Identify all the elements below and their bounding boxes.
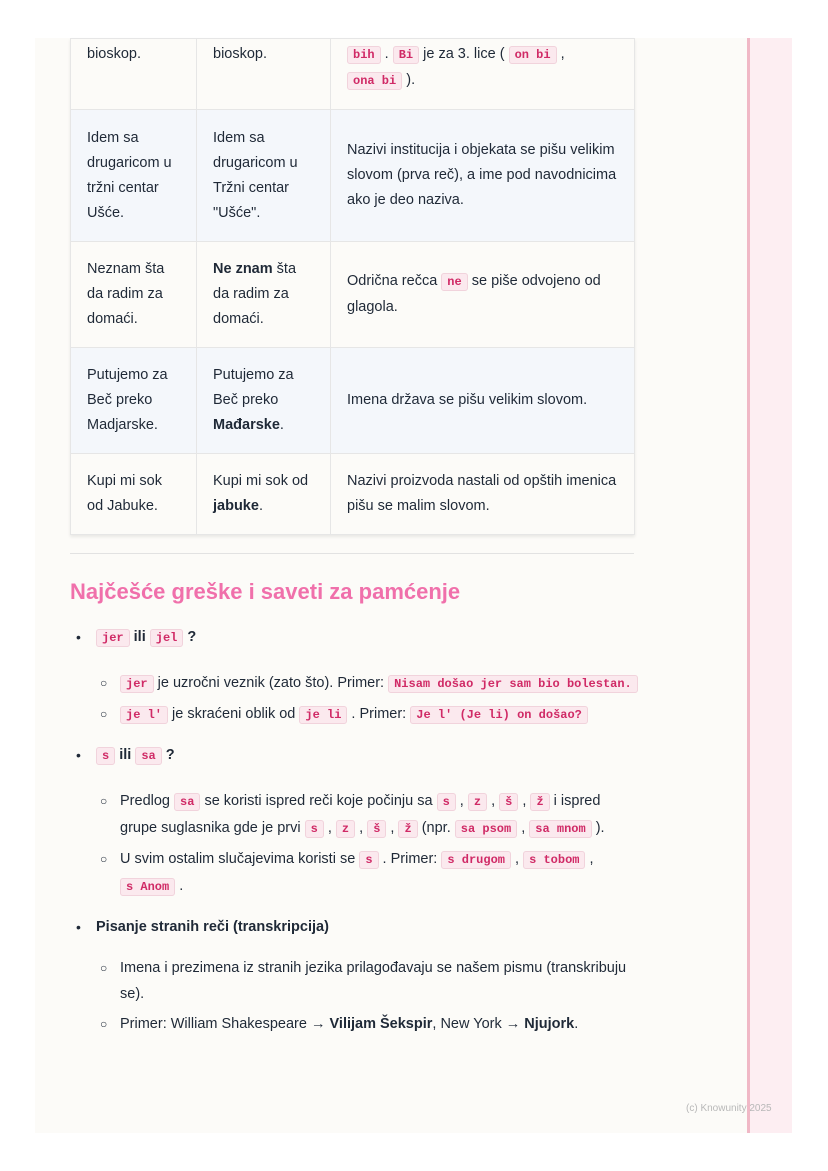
code-snippet: z (468, 793, 487, 811)
code-snippet: ne (441, 273, 467, 291)
bullet-icon: • (76, 629, 81, 645)
cell-line: Putujemo za (87, 367, 168, 383)
code-snippet: s (359, 851, 378, 869)
text-segment: , (585, 851, 594, 867)
text-segment: Imena i prezimena iz stranih jezika prilagođavaju se našem pismu (transkribuju se). (120, 960, 627, 1002)
text-segment: se piše odvojeno od glagola. (347, 273, 601, 315)
text-segment: . (175, 878, 184, 894)
circle-bullet-icon: ○ (100, 794, 108, 808)
wrong-cell (71, 348, 197, 454)
correct-cell (197, 39, 331, 110)
text-segment: ili (129, 629, 150, 645)
code-snippet: sa psom (455, 820, 517, 838)
code-snippet: s drugom (441, 851, 511, 869)
text-segment: ili (115, 747, 136, 763)
text-segment: ? (161, 747, 175, 763)
code-snippet: ona bi (347, 72, 402, 90)
correct-cell (197, 348, 331, 454)
text-segment: ). (591, 820, 605, 836)
circle-bullet-icon: ○ (100, 961, 108, 975)
explanation-cell (331, 348, 635, 454)
section-divider (70, 553, 634, 554)
text-segment: Predlog (120, 793, 175, 809)
cell-line: Beč preko (87, 392, 153, 408)
text-segment: U svim ostalim slučajevima koristi se (120, 851, 360, 867)
bold-text: Njujork (524, 1016, 575, 1032)
bullet-icon: • (76, 919, 81, 935)
code-snippet: ž (398, 820, 417, 838)
explanation-cell (331, 110, 635, 242)
list-item (70, 914, 640, 940)
correct-cell (197, 110, 331, 242)
cell-line: od Jabuke. (87, 498, 158, 514)
code-snippet: sa mnom (529, 820, 591, 838)
wrong-cell (71, 454, 197, 535)
text-segment: , (386, 820, 399, 836)
list-item-heading (96, 747, 175, 763)
text-segment: , (517, 820, 530, 836)
text-segment: , (455, 793, 468, 809)
text-segment: Kupi mi sok od (213, 473, 309, 489)
text-segment: se koristi ispred reči koje počinju sa (200, 793, 437, 809)
list-item (70, 624, 640, 651)
text-segment: , (487, 793, 500, 809)
cell-line: domaći. (87, 311, 138, 327)
code-snippet: Je l' (Je li) on došao? (410, 706, 588, 724)
cell-line: Idem sa (87, 129, 139, 146)
cell-line: da radim za (87, 286, 163, 302)
circle-bullet-icon: ○ (100, 676, 108, 690)
code-snippet: jel (150, 629, 184, 647)
text-segment: Pisanje stranih reči (transkripcija) (96, 919, 329, 935)
grammar-table (70, 38, 635, 535)
text-segment: . (258, 498, 263, 514)
text-segment: je skraćeni oblik od (168, 706, 300, 722)
list-item (70, 742, 640, 769)
table-row (71, 454, 635, 535)
cell-line: Neznam šta (87, 261, 165, 277)
table-row (71, 242, 635, 348)
code-snippet: jer (96, 629, 130, 647)
correct-cell (197, 242, 331, 348)
text-segment: ). (402, 72, 416, 88)
code-snippet: š (499, 793, 518, 811)
explanation-cell (331, 454, 635, 535)
code-snippet: jer (120, 675, 154, 693)
code-snippet: s (305, 820, 324, 838)
text-segment: Primer: William Shakespeare → (120, 1016, 330, 1032)
code-snippet: s tobom (523, 851, 585, 869)
code-snippet: s Anom (120, 878, 175, 896)
text-segment: ? (183, 629, 197, 645)
sub-list-item (70, 955, 640, 1007)
explanation-cell (331, 242, 635, 348)
text-segment: bioskop. (213, 46, 268, 62)
text-segment: Nazivi proizvoda nastali od opštih imenica pišu se malim slovom. (347, 473, 617, 514)
section-title: Najčešće greške i saveti za pamćenje (70, 579, 461, 604)
circle-bullet-icon: ○ (100, 852, 108, 866)
code-snippet: Bi (393, 46, 419, 64)
code-snippet: bih (347, 46, 381, 64)
code-snippet: š (367, 820, 386, 838)
text-segment: , (510, 851, 524, 867)
text-segment: Idem sa drugaricom u Tržni centar "Ušće". (213, 129, 298, 221)
list-item-heading (96, 919, 329, 935)
copyright-note: (c) Knowunity 2025 (686, 1103, 772, 1114)
wrong-cell (71, 110, 197, 242)
correct-cell (197, 454, 331, 535)
text-segment: . (574, 1016, 579, 1032)
table-row (71, 348, 635, 454)
table-row (71, 110, 635, 242)
code-snippet: on bi (509, 46, 557, 64)
text-segment: , (355, 820, 368, 836)
code-snippet: Nisam došao jer sam bio bolestan. (388, 675, 638, 693)
text-segment: , (323, 820, 336, 836)
code-snippet: ž (530, 793, 549, 811)
sub-list-item (70, 846, 640, 900)
wrong-cell (71, 242, 197, 348)
code-snippet: sa (135, 747, 161, 765)
text-segment: je za 3. lice ( (419, 46, 509, 62)
code-snippet: s (437, 793, 456, 811)
code-snippet: s (96, 747, 115, 765)
text-segment: i ispred grupe suglasnika gde je prvi (120, 793, 601, 836)
bold-text: Ne znam (213, 261, 273, 277)
text-segment: . (279, 417, 284, 433)
table-row (71, 39, 635, 110)
sub-list-item (70, 670, 640, 697)
circle-bullet-icon: ○ (100, 707, 108, 721)
code-snippet: z (336, 820, 355, 838)
cell-line: Ušće. (87, 204, 125, 221)
text-segment: . Primer: (378, 851, 442, 867)
text-segment: Nazivi institucija i objekata se pišu velikim slovom (prva reč), a ime pod navodnicima ako je deo naziva. (347, 142, 617, 208)
circle-bullet-icon: ○ (100, 1017, 108, 1031)
text-segment: je uzročni veznik (zato što). Primer: (153, 675, 389, 691)
bullet-icon: • (76, 747, 81, 763)
list-item-heading (96, 629, 196, 645)
sub-list-item (70, 1011, 640, 1037)
sub-list-item (70, 788, 640, 842)
cell-line: Kupi mi sok (87, 473, 162, 489)
sub-list-item (70, 701, 640, 728)
explanation-cell (331, 39, 635, 110)
bold-text: Mađarske (213, 417, 280, 433)
text-segment: . (380, 46, 393, 62)
bold-text: Vilijam Šekspir (329, 1016, 433, 1032)
text-segment: , (518, 793, 531, 809)
cell-line: bioskop. (87, 46, 142, 62)
bold-text: jabuke (213, 498, 259, 514)
text-segment: , New York → (432, 1016, 525, 1032)
cell-line: tržni centar (87, 179, 159, 196)
text-segment: šta da radim za domaći. (213, 261, 297, 327)
tips-list (70, 624, 640, 1037)
text-segment: Imena država se pišu velikim slovom. (347, 392, 588, 408)
code-snippet: sa (174, 793, 200, 811)
right-margin-bar (747, 38, 792, 1133)
code-snippet: je l' (120, 706, 168, 724)
text-segment: , (556, 46, 565, 62)
text-segment: Putujemo za Beč preko (213, 367, 294, 408)
text-segment: . Primer: (347, 706, 411, 722)
wrong-cell (71, 39, 197, 110)
code-snippet: je li (299, 706, 347, 724)
cell-line: Madjarske. (87, 417, 158, 433)
text-segment: Odrična rečca (347, 273, 442, 289)
cell-line: drugaricom u (87, 154, 172, 171)
text-segment: (npr. (417, 820, 455, 836)
